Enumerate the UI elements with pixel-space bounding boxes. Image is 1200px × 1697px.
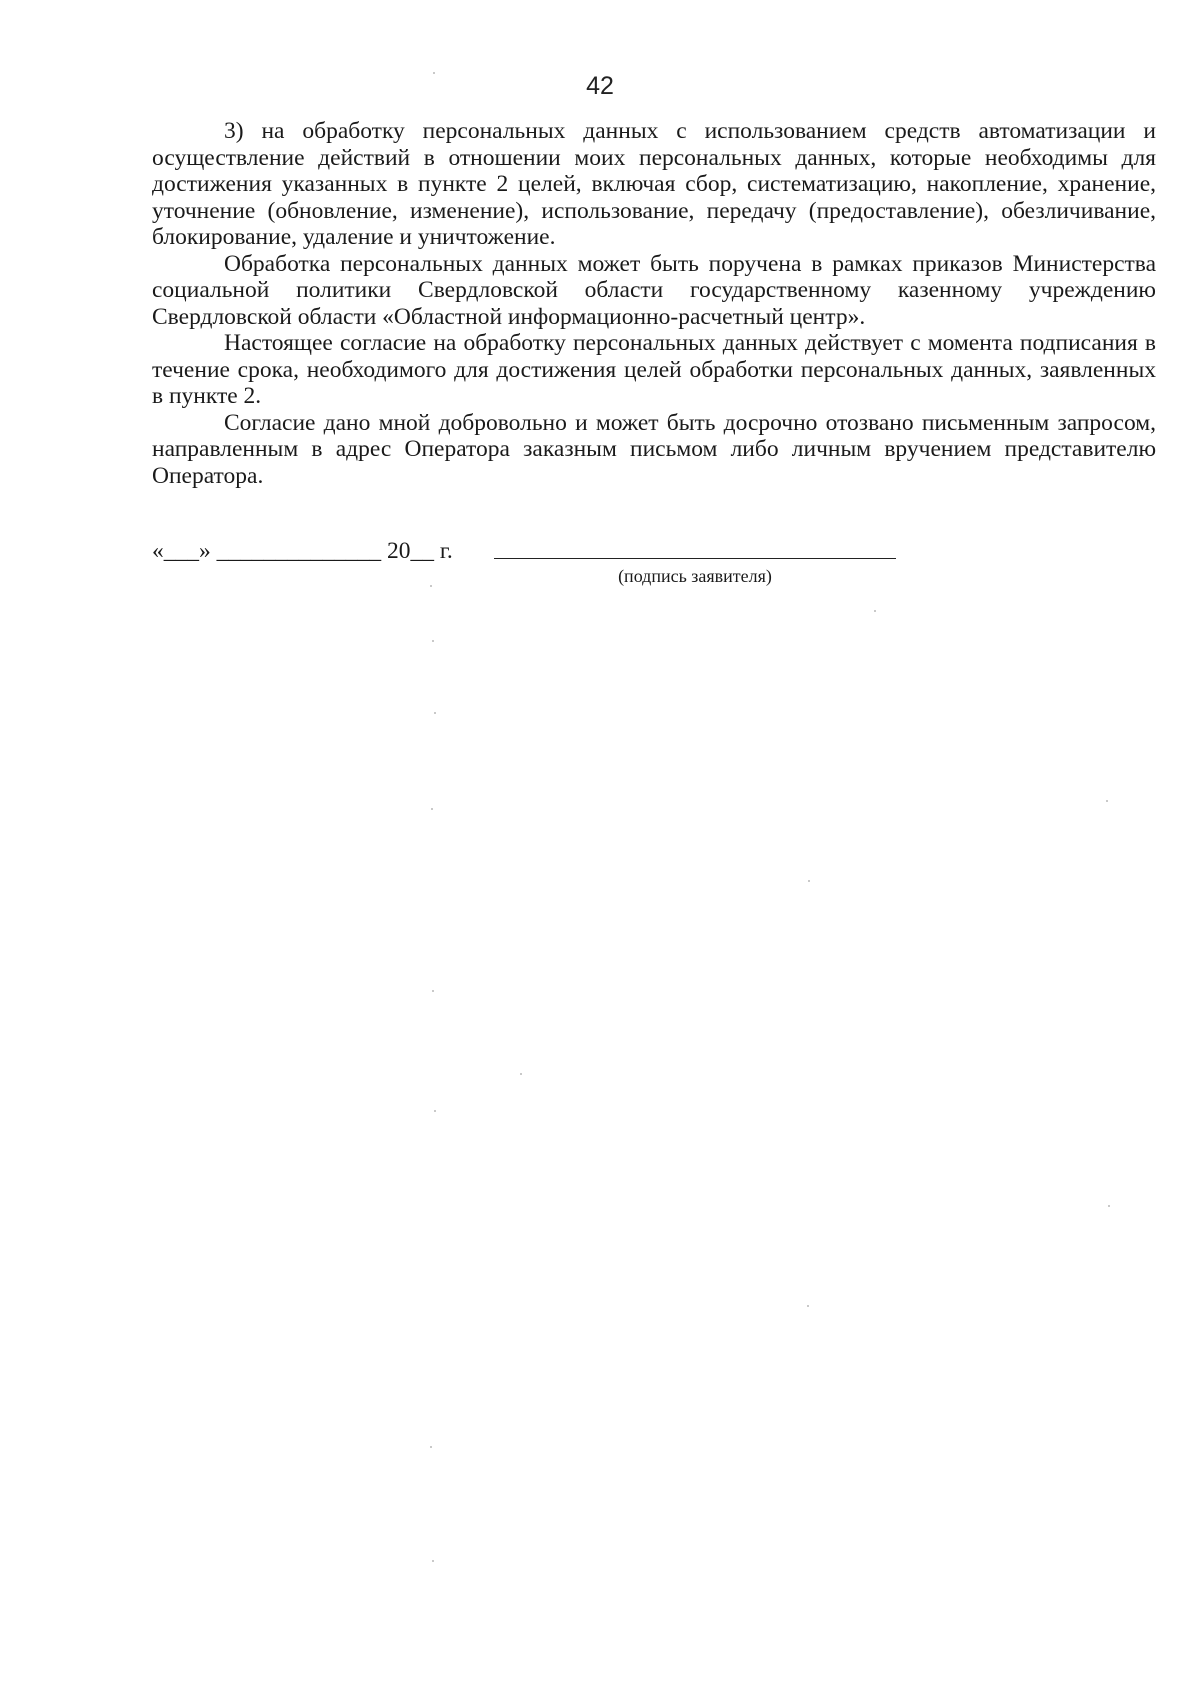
scan-speck: [808, 880, 810, 882]
signature-caption: (подпись заявителя): [618, 566, 772, 586]
scan-speck: [1108, 1205, 1110, 1207]
scan-speck: [432, 1560, 434, 1562]
scan-speck: [432, 640, 434, 642]
document-body: [152, 118, 1156, 489]
paragraph-revocation: Согласие дано мной добровольно и может быть досрочно отозвано письменным запросом, направленным в адрес Оператора заказным письмом либо личным вручением представителю Оператора.: [152, 409, 1156, 489]
scan-speck: [434, 1110, 436, 1112]
scan-speck: [432, 990, 434, 992]
page-number: 42: [586, 72, 614, 100]
paragraph-validity-period: Настоящее согласие на обработку персональных данных действует с момента подписания в течение срока, необходимого для достижения целей обработки персональных данных, заявленных в пункте 2.: [152, 330, 1156, 409]
scan-speck: [520, 1073, 522, 1075]
paragraph-processing-delegation: Обработка персональных данных может быть поручена в рамках приказов Министерства социальной политики Свердловской области государственному казенному учреждению Свердловской области «Областной информационно-расчетный центр».: [152, 250, 1156, 330]
signature-date-line: «___» ______________ 20__ г.: [152, 538, 453, 564]
scan-speck: [874, 610, 876, 612]
scan-speck: [433, 72, 435, 74]
scan-speck: [1106, 800, 1108, 802]
scan-speck: [430, 585, 432, 587]
scan-speck: [807, 1305, 809, 1307]
signature-line: [494, 558, 896, 559]
paragraph-consent-automation: 3) на обработку персональных данных с использованием средств автоматизации и осуществление действий в отношении моих персональных данных, которые необходимы для достижения указанных в пункте 2 целей, включая сбор, систематизацию, накопление, хранение, уточнение (обновление, изменение), использование, передачу (предоставление), обезличивание, блокирование, удаление и уничтожение.: [152, 118, 1156, 250]
scan-speck: [430, 1446, 432, 1448]
scan-speck: [434, 712, 436, 714]
scan-speck: [431, 808, 433, 810]
